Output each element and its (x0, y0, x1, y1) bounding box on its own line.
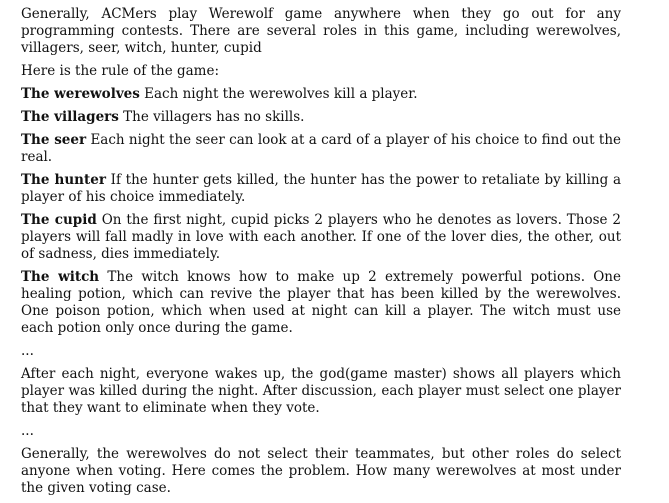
role-term: The cupid (21, 212, 97, 228)
role-seer (21, 132, 621, 166)
role-hunter (21, 172, 621, 206)
role-term: The seer (21, 132, 87, 148)
role-term: The villagers (21, 109, 119, 125)
role-term: The werewolves (21, 86, 140, 102)
ellipsis-1: ... (21, 343, 34, 359)
after-night-paragraph: After each night, everyone wakes up, the god(game master) shows all players which player was killed during the night. After discussion, each player must select one player that they want to eliminate when they vote. (21, 366, 621, 416)
role-cupid (21, 212, 621, 263)
role-description: If the hunter gets killed, the hunter has the power to retaliate by killing a player of his choice immediately. (21, 172, 621, 205)
ellipsis-2: ... (21, 423, 34, 439)
role-description: On the first night, cupid picks 2 players who he denotes as lovers. Those 2 players will fall madly in love with each another. If one of the lover dies, the other, out of sadness, dies immediately. (21, 212, 622, 262)
role-description: Each night the werewolves kill a player. (144, 86, 418, 102)
role-term: The hunter (21, 172, 106, 188)
role-werewolves (21, 86, 621, 103)
role-description: The villagers has no skills. (123, 109, 305, 125)
document-body (21, 6, 621, 503)
role-term: The witch (21, 269, 100, 285)
role-villagers (21, 109, 621, 126)
role-description: Each night the seer can look at a card of a player of his choice to find out the real. (21, 132, 621, 165)
problem-paragraph: Generally, the werewolves do not select their teammates, but other roles do select anyone when voting. Here comes the problem. How many werewolves at most under the given voting case. (21, 446, 621, 496)
role-description: The witch knows how to make up 2 extremely powerful potions. One healing potion, which can revive the player that has been killed by the werewolves. One poison potion, which when used at night can kill a player. The witch must use each potion only once during the game. (21, 269, 621, 336)
role-witch (21, 269, 621, 337)
intro-paragraph: Generally, ACMers play Werewolf game anywhere when they go out for any programming contests. There are several roles in this game, including werewolves, villagers, seer, witch, hunter, cupid (21, 6, 621, 56)
rule-heading: Here is the rule of the game: (21, 63, 220, 79)
